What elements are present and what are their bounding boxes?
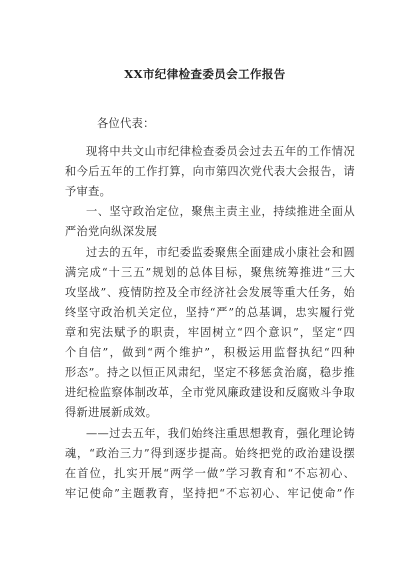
paragraph-line: 现将中共文山市纪律检查委员会过去五年的工作情况 (86, 145, 355, 158)
paragraph-line: 形态”。持之以恒正风肃纪，坚定不移惩贪治腐，稳步推 (65, 366, 355, 379)
paragraph-line: 攻坚战”、疫情防控及全市经济社会发展等重大任务，始 (65, 286, 355, 299)
paragraph-line: 和今后五年的工作打算，向市第四次党代表大会报告，请 (65, 165, 355, 178)
paragraph-line: 个自信”，做到“两个维护”，积极运用监督执纪“四种 (65, 346, 355, 359)
paragraph-line: 各位代表： (97, 117, 155, 130)
paragraph-line: 终坚守政治机关定位，坚持“严”的总基调，忠实履行党 (65, 306, 355, 319)
paragraph-line: 过去的五年，市纪委监委聚焦全面建成小康社会和圆 (86, 246, 355, 259)
paragraph-line: ——过去五年，我们始终注重思想教育，强化理论铸 (86, 427, 355, 440)
paragraph-line: 牢记使命”主题教育，坚持把“不忘初心、牢记使命”作 (65, 487, 355, 500)
document-title: XX市纪律检查委员会工作报告 (124, 67, 286, 81)
paragraph-line: 予审查。 (65, 185, 112, 198)
paragraph-line: 进纪检监察体制改革，全市党风廉政建设和反腐败斗争取 (65, 386, 355, 399)
paragraph-line: 魂，“政治三力”得到逐步提高。始终把党的政治建设摆 (65, 447, 355, 460)
paragraph-line: 章和宪法赋予的职责，牢固树立“四个意识”，坚定“四 (65, 326, 355, 339)
paragraph-line: 严治党向纵深发展 (65, 225, 158, 238)
paragraph-line: 得新进展新成效。 (65, 406, 158, 419)
paragraph-line: 满完成“十三五”规划的总体目标，聚焦统筹推进“三大 (65, 266, 355, 279)
paragraph-line: 一、坚守政治定位，聚焦主责主业，持续推进全面从 (86, 205, 355, 218)
paragraph-line: 在首位，扎实开展“两学一做”学习教育和“不忘初心、 (65, 467, 355, 480)
